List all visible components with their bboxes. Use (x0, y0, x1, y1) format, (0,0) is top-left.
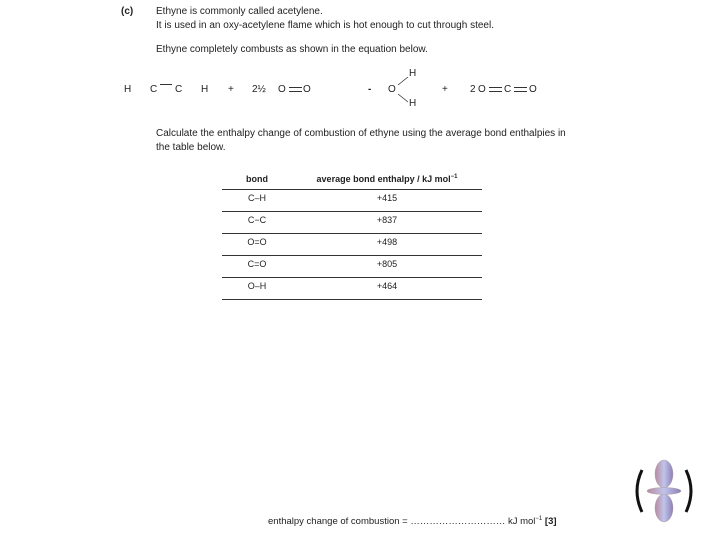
answer-superscript: −1 (535, 516, 543, 522)
intro-line-2: It is used in an oxy-acetylene flame which is hot enough to cut through steel. (156, 20, 494, 31)
table-rule (222, 233, 482, 234)
plus-sign: + (442, 84, 448, 95)
atom-o: O (388, 84, 396, 95)
table-rule (222, 277, 482, 278)
table-rule (222, 189, 482, 190)
double-bond-line (514, 87, 527, 88)
double-bond-line (289, 87, 302, 88)
header-superscript: −1 (450, 174, 458, 180)
table-rule (222, 299, 482, 300)
bond-cell: C−C (247, 215, 267, 225)
double-bond-line (489, 91, 502, 92)
double-bond-line (514, 91, 527, 92)
atom-h: H (201, 84, 209, 95)
atom-c: C (150, 84, 158, 95)
bond-cell: C–H (247, 193, 266, 203)
co2-coefficient: 2 (470, 84, 476, 95)
bond-cell: O=O (247, 237, 267, 247)
atom-o: O (478, 84, 486, 95)
value-cell: +837 (376, 215, 398, 225)
atom-h: H (409, 68, 417, 79)
bond-cell: O–H (247, 281, 267, 291)
value-cell: +464 (376, 281, 398, 291)
header-enthalpy (292, 174, 482, 184)
answer-label: enthalpy change of combustion = ………………………… kJ mol (268, 516, 536, 528)
bond-cell: C=O (247, 259, 267, 269)
reaction-arrow: - (368, 84, 372, 95)
o2-coefficient: 2½ (252, 84, 266, 95)
marks-label: [3] (544, 516, 557, 528)
atom-h: H (124, 84, 132, 95)
header-bond: bond (246, 174, 268, 184)
atom-o: O (278, 84, 286, 95)
value-cell: +415 (376, 193, 398, 203)
double-bond-line (489, 87, 502, 88)
value-cell: +498 (376, 237, 398, 247)
intro-line-3: Ethyne completely combusts as shown in the equation below. (156, 44, 428, 55)
header-enthalpy-text: average bond enthalpy / kJ mol (316, 174, 451, 184)
table-rule (222, 211, 482, 212)
intro-line-1: Ethyne is commonly called acetylene. (156, 6, 323, 17)
atom-o: O (529, 84, 537, 95)
orbital-logo-icon (628, 456, 703, 526)
double-bond-line (289, 91, 302, 92)
atom-c: C (175, 84, 183, 95)
atom-c: C (504, 84, 512, 95)
plus-sign: + (228, 84, 234, 95)
value-cell: +805 (376, 259, 398, 269)
atom-h: H (409, 98, 417, 109)
answer-line[interactable] (268, 516, 557, 527)
part-label: (c) (121, 6, 134, 17)
instruction-line-1: Calculate the enthalpy change of combustion of ethyne using the average bond enthalpies in (156, 128, 566, 139)
bond-line (160, 84, 172, 85)
instruction-line-2: the table below. (156, 142, 226, 153)
atom-o: O (303, 84, 311, 95)
table-rule (222, 255, 482, 256)
